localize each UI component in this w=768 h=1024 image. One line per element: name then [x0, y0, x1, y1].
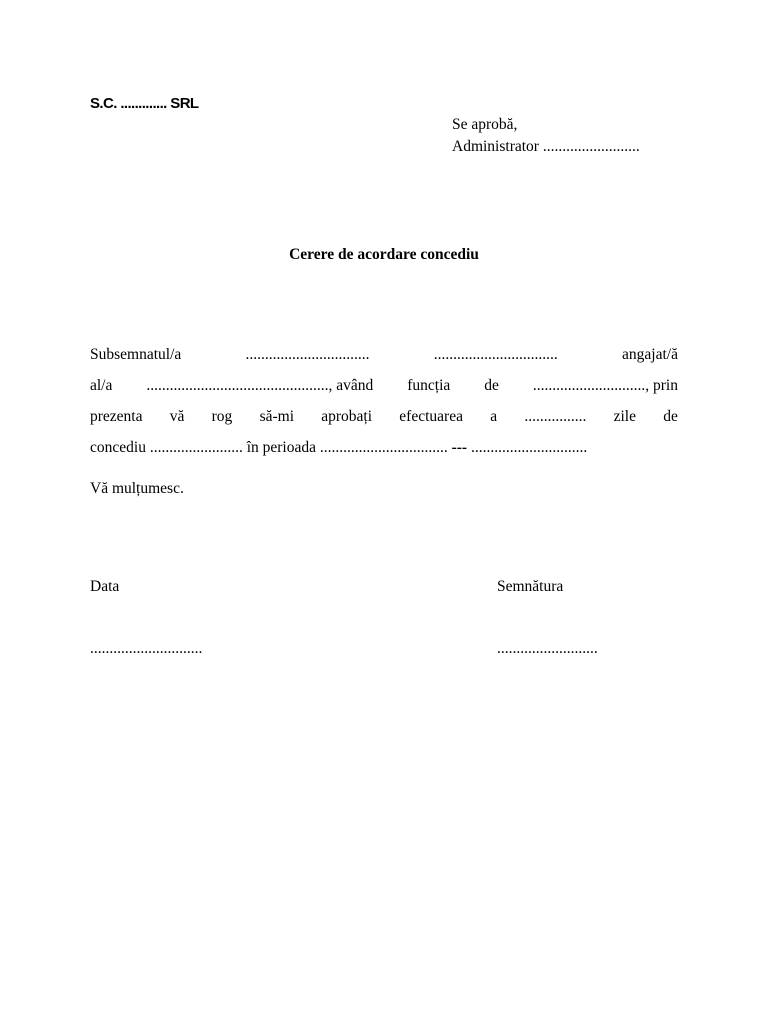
body-word: ................ — [524, 408, 587, 425]
body-word: efectuarea — [399, 408, 463, 425]
body-word: ................................ — [433, 346, 558, 363]
body-word: vă — [169, 408, 185, 425]
company-name: S.C. ............. SRL — [90, 95, 199, 112]
date-field: ............................. — [90, 640, 203, 657]
period-dash: --- — [451, 439, 468, 456]
body-word: prezenta — [90, 408, 143, 425]
signature-label: Semnătura — [497, 578, 564, 595]
signature-field: .......................... — [497, 640, 598, 657]
body-word: aprobați — [321, 408, 373, 425]
body-word: ..............................................., având — [146, 377, 374, 394]
body-word: al/a — [90, 377, 113, 394]
body-word: rog — [211, 408, 233, 425]
document-title: Cerere de acordare concediu — [289, 246, 479, 263]
body-word: să-mi — [259, 408, 294, 425]
body-word: ................................ — [245, 346, 370, 363]
body-word: angajat/ă — [622, 346, 678, 363]
body-line-3 — [90, 401, 678, 432]
body-word: de — [484, 377, 499, 394]
approval-line: Se aprobă, — [452, 116, 518, 133]
body-line-2 — [90, 370, 678, 401]
body-line-4 — [90, 432, 678, 463]
body-word: de — [663, 408, 678, 425]
body-word: funcția — [407, 377, 451, 394]
date-label: Data — [90, 578, 120, 595]
approval-block — [452, 114, 640, 158]
body-line-1 — [90, 339, 678, 370]
body-word: a — [490, 408, 498, 425]
closing-thanks: Vă mulțumesc. — [90, 480, 184, 497]
body-word: Subsemnatul/a — [90, 346, 182, 363]
body-word: ............................., prin — [532, 377, 678, 394]
body-text-segment: concediu ........................ în perioada ................................. — [90, 439, 452, 456]
body-word: zile — [613, 408, 636, 425]
administrator-line: Administrator ......................... — [452, 138, 640, 155]
request-body — [90, 339, 678, 463]
body-text-segment: .............................. — [467, 439, 588, 456]
